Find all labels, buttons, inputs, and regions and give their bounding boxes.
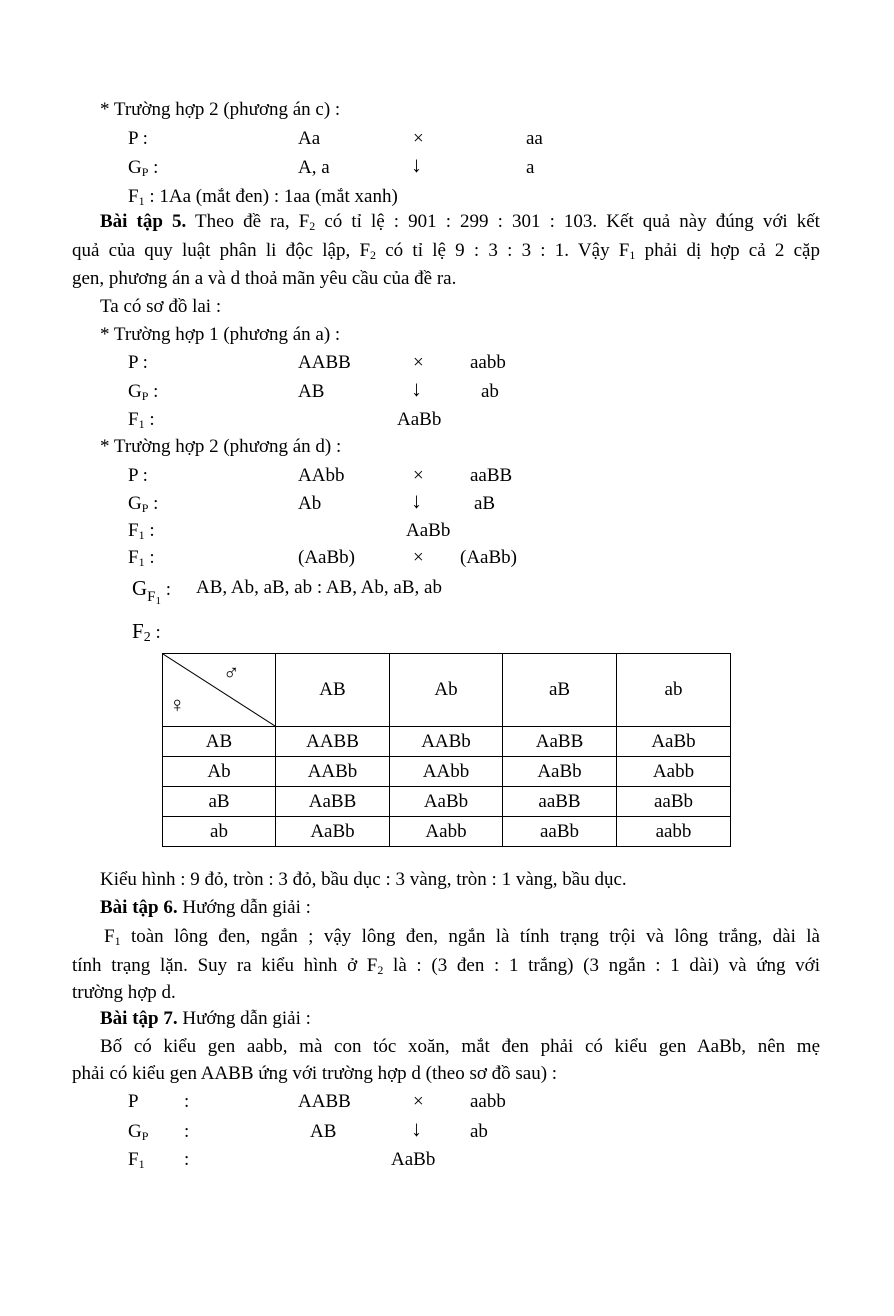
cross-p-right: aa <box>526 128 543 149</box>
punnett-cell: aaBb <box>503 817 617 847</box>
punnett-cell: aabb <box>617 817 731 847</box>
punnett-cell: Aabb <box>617 757 731 787</box>
table-row <box>163 817 731 847</box>
cross-p-left: Aa <box>298 128 321 149</box>
punnett-square <box>162 653 731 847</box>
punnett-cell: AABb <box>390 727 503 757</box>
punnett-cell: AaBb <box>390 787 503 817</box>
gamete-label: $G_P$ <box>128 1121 149 1143</box>
cross-symbol: × <box>413 352 424 373</box>
gamete-left: Ab <box>298 493 322 514</box>
punnett-cell: AAbb <box>390 757 503 787</box>
cross-symbol: × <box>413 1091 424 1112</box>
female-symbol-icon: ♀ <box>169 692 186 717</box>
gamete-label: $G_P$ : <box>128 493 159 515</box>
punnett-header-row <box>163 654 731 727</box>
cross-p-label: P <box>128 1091 139 1112</box>
gf1-gametes: AB, Ab, aB, ab : AB, Ab, aB, ab <box>196 577 442 598</box>
ex6-line3: trường hợp d. <box>72 982 176 1003</box>
punnett-col-header: ab <box>617 654 731 727</box>
colon: : <box>184 1149 190 1170</box>
f1-cross-label: $F_1$ : <box>128 547 155 569</box>
punnett-cell: aaBB <box>503 787 617 817</box>
case-heading: * Trường hợp 2 (phương án d) : <box>100 436 342 457</box>
punnett-cell: Aabb <box>390 817 503 847</box>
cross-p-label: P : <box>128 352 148 373</box>
gamete-left: AB <box>310 1121 337 1142</box>
punnett-col-header: aB <box>503 654 617 727</box>
ex5-line2: quả của quy luật phân li độc lập, $F_2$ có tỉ lệ 9 : 3 : 3 : 1. Vậy $F_1$ phải dị hợp cả 2 cặp <box>72 240 820 262</box>
f1-label: $F_1$ : <box>128 409 155 431</box>
cross-p-label: P : <box>128 128 148 149</box>
ex5-line1: Bài tập 5. Theo đề ra, $F_2$ có tỉ lệ : 901 : 299 : 301 : 103. Kết quả này đúng với kết <box>100 211 820 233</box>
cross-p-right: aaBB <box>470 465 513 486</box>
punnett-col-header: Ab <box>390 654 503 727</box>
ex7-line2: phải có kiểu gen AABB ứng với trường hợp d (theo sơ đồ sau) : <box>72 1063 558 1084</box>
case-heading: * Trường hợp 2 (phương án c) : <box>100 99 341 120</box>
cross-p-right: aabb <box>470 352 506 373</box>
f1-label: $F_1$ : <box>128 520 155 542</box>
cross-p-label: P : <box>128 465 148 486</box>
punnett-row-header: Ab <box>163 757 276 787</box>
cross-p-left: AAbb <box>298 465 345 486</box>
down-arrow-icon: ↓ <box>411 376 422 401</box>
cross-p-right: aabb <box>470 1091 506 1112</box>
punnett-row-header: ab <box>163 817 276 847</box>
gamete-right: ab <box>481 381 499 402</box>
colon: : <box>184 1121 190 1142</box>
f1-value: AaBb <box>391 1149 436 1170</box>
ex6-line2: tính trạng lặn. Suy ra kiểu hình ở $F_2$ là : (3 đen : 1 trắng) (3 ngắn : 1 dài) và ứng với <box>72 955 820 977</box>
cross-symbol: × <box>413 465 424 486</box>
colon: : <box>184 1091 190 1112</box>
ex5-line3: gen, phương án a và d thoả mãn yêu cầu của đề ra. <box>72 268 457 289</box>
gamete-right: aB <box>474 493 496 514</box>
gf1-label: $G_{F_1}$ : <box>132 576 172 607</box>
case-heading: * Trường hợp 1 (phương án a) : <box>100 324 341 345</box>
gamete-label: $G_P$ : <box>128 381 159 403</box>
punnett-cell: AABB <box>276 727 390 757</box>
ex6-line1: $F_1$ toàn lông đen, ngắn ; vậy lông đen, ngắn là tính trạng trội và lông trắng, dài là <box>104 926 820 948</box>
down-arrow-icon: ↓ <box>411 152 422 177</box>
f1-line: $F_1$ : 1Aa (mắt đen) : 1aa (mắt xanh) <box>128 186 398 208</box>
gamete-label: $G_P$ : <box>128 157 159 179</box>
down-arrow-icon: ↓ <box>411 1116 422 1141</box>
punnett-row-header: AB <box>163 727 276 757</box>
f1-cross-right: (AaBb) <box>460 547 517 568</box>
cross-symbol: × <box>413 128 424 149</box>
table-row <box>163 757 731 787</box>
punnett-cell: AABb <box>276 757 390 787</box>
ex5-line4: Ta có sơ đồ lai : <box>100 296 222 317</box>
punnett-corner <box>163 654 276 727</box>
ex7-line1: Bố có kiểu gen aabb, mà con tóc xoăn, mắt đen phải có kiểu gen AaBb, nên mẹ <box>100 1036 820 1057</box>
punnett-col-header: AB <box>276 654 390 727</box>
f2-label: $F_2$ : <box>132 619 161 645</box>
cross-p-left: AABB <box>298 1091 351 1112</box>
punnett-cell: AaBb <box>617 727 731 757</box>
gamete-left: A, a <box>298 157 330 178</box>
f1-value: AaBb <box>406 520 451 541</box>
punnett-cell: AaBB <box>276 787 390 817</box>
punnett-cell: AaBb <box>503 757 617 787</box>
punnett-cell: AaBB <box>503 727 617 757</box>
phenotype-line: Kiểu hình : 9 đỏ, tròn : 3 đỏ, bầu dục : 3 vàng, tròn : 1 vàng, bầu dục. <box>100 869 627 890</box>
f1-cross-left: (AaBb) <box>298 547 355 568</box>
table-row <box>163 727 731 757</box>
punnett-row-header: aB <box>163 787 276 817</box>
ex6-title: Bài tập 6. Hướng dẫn giải : <box>100 897 311 918</box>
punnett-cell: AaBb <box>276 817 390 847</box>
cross-p-left: AABB <box>298 352 351 373</box>
table-row <box>163 787 731 817</box>
cross-symbol: × <box>413 547 424 568</box>
punnett-cell: aaBb <box>617 787 731 817</box>
gamete-right: ab <box>470 1121 488 1142</box>
gamete-right: a <box>526 157 535 178</box>
f1-label: $F_1$ <box>128 1149 145 1171</box>
gamete-left: AB <box>298 381 325 402</box>
male-symbol-icon: ♂ <box>223 660 240 685</box>
ex7-title: Bài tập 7. Hướng dẫn giải : <box>100 1008 311 1029</box>
down-arrow-icon: ↓ <box>411 488 422 513</box>
f1-value: AaBb <box>397 409 442 430</box>
